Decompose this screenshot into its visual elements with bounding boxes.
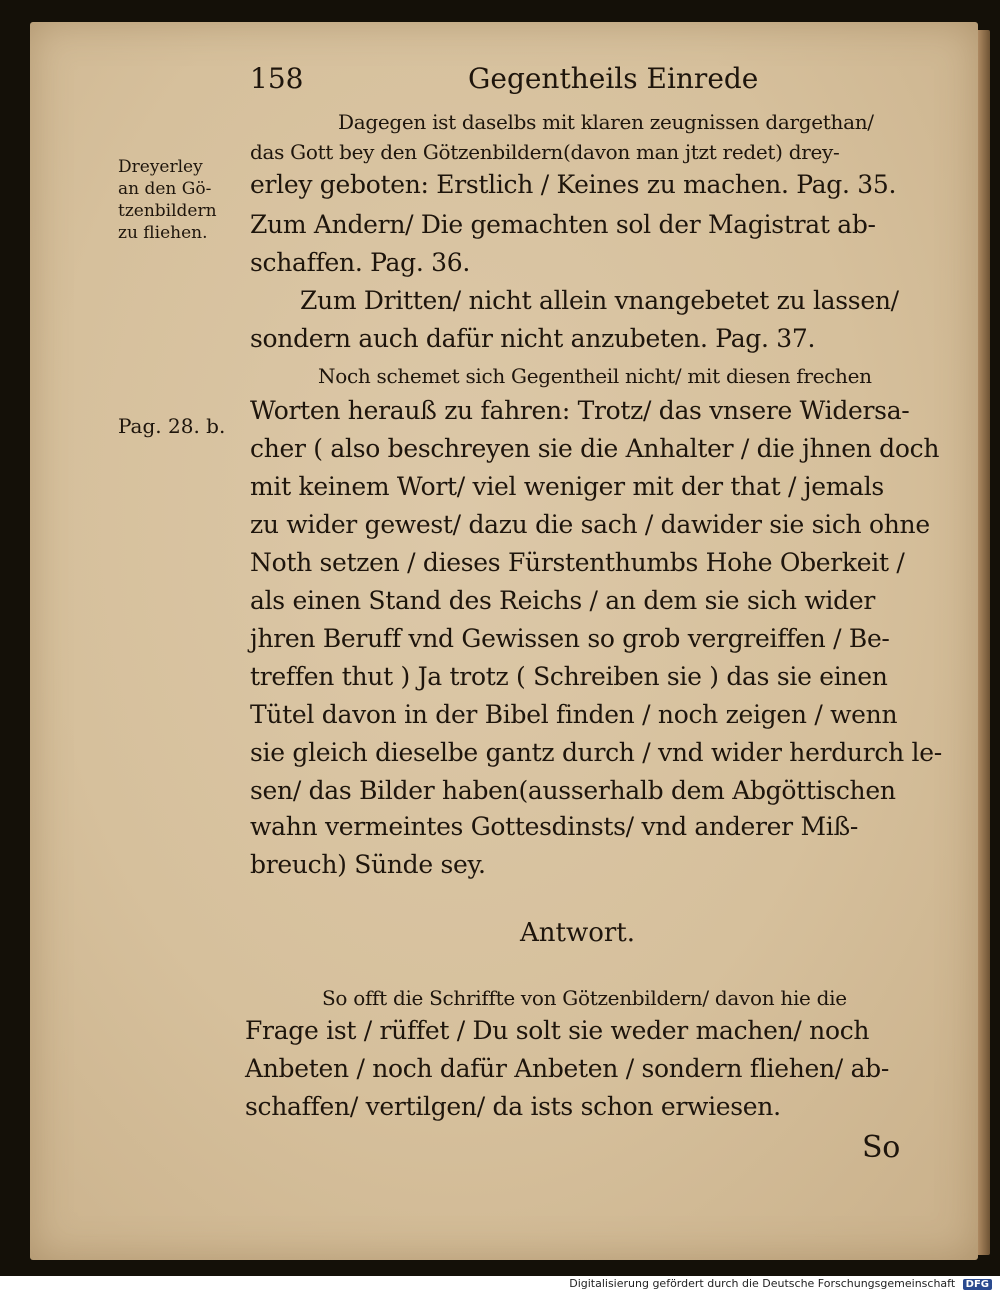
footer bbox=[569, 1277, 992, 1290]
text-line: sondern auch dafür nicht anzubeten. Pag. 37. bbox=[250, 324, 816, 353]
text-line: Noth setzen / dieses Fürstenthumbs Hohe Oberkeit / bbox=[250, 548, 905, 577]
running-title: Gegentheils Einrede bbox=[468, 62, 759, 95]
text-line: jhren Beruff vnd Gewissen so grob vergreiffen / Be- bbox=[250, 624, 890, 653]
text-line: als einen Stand des Reichs / an dem sie sich wider bbox=[250, 586, 875, 615]
text-line: Worten herauß zu fahren: Trotz/ das vnsere Widersa- bbox=[250, 396, 910, 425]
text-line: sie gleich dieselbe gantz durch / vnd wider herdurch le- bbox=[250, 738, 942, 767]
text-line: Noch schemet sich Gegentheil nicht/ mit diesen frechen bbox=[318, 364, 872, 388]
margin-note-2 bbox=[118, 415, 225, 437]
text-line: schaffen/ vertilgen/ da ists schon erwiesen. bbox=[245, 1092, 781, 1121]
footer-text: Digitalisierung gefördert durch die Deutsche Forschungsgemeinschaft bbox=[569, 1277, 956, 1290]
text-line: treffen thut ) Ja trotz ( Schreiben sie ) das sie einen bbox=[250, 662, 888, 691]
margin-note-line: Pag. 28. b. bbox=[118, 414, 226, 438]
margin-note-line: Dreyerley bbox=[118, 157, 203, 177]
section-heading: Antwort. bbox=[520, 918, 636, 948]
text-line: So offt die Schriffte von Götzenbildern/ davon hie die bbox=[322, 986, 847, 1010]
text-line: mit keinem Wort/ viel weniger mit der that / jemals bbox=[250, 472, 884, 501]
text-line: cher ( also beschreyen sie die Anhalter / die jhnen doch bbox=[250, 434, 940, 463]
text-line: Zum Andern/ Die gemachten sol der Magistrat ab- bbox=[250, 210, 876, 239]
text-line: wahn vermeintes Gottesdinsts/ vnd anderer Miß- bbox=[250, 812, 859, 841]
margin-note-line: tzenbildern bbox=[118, 201, 217, 221]
margin-note-1 bbox=[118, 156, 217, 244]
margin-note-line: an den Gö- bbox=[118, 179, 212, 199]
text-line: Tütel davon in der Bibel finden / noch zeigen / wenn bbox=[250, 700, 898, 729]
margin-note-line: zu fliehen. bbox=[118, 223, 208, 243]
text-line: Frage ist / rüffet / Du solt sie weder machen/ noch bbox=[245, 1016, 870, 1045]
dfg-logo-icon: DFG bbox=[963, 1279, 992, 1290]
text-line: sen/ das Bilder haben(ausserhalb dem Abgöttischen bbox=[250, 776, 896, 805]
text-line: schaffen. Pag. 36. bbox=[250, 248, 470, 277]
text-line: breuch) Sünde sey. bbox=[250, 850, 486, 879]
text-line: Anbeten / noch dafür Anbeten / sondern fliehen/ ab- bbox=[245, 1054, 890, 1083]
text-line: Zum Dritten/ nicht allein vnangebetet zu lassen/ bbox=[300, 286, 899, 315]
text-line: Dagegen ist daselbs mit klaren zeugnissen dargethan/ bbox=[338, 110, 874, 134]
text-line: zu wider gewest/ dazu die sach / dawider sie sich ohne bbox=[250, 510, 930, 539]
page-number: 158 bbox=[250, 62, 304, 95]
catchword: So bbox=[862, 1130, 901, 1165]
text-line: das Gott bey den Götzenbildern(davon man jtzt redet) drey- bbox=[250, 140, 840, 164]
text-line: erley geboten: Erstlich / Keines zu machen. Pag. 35. bbox=[250, 170, 897, 199]
